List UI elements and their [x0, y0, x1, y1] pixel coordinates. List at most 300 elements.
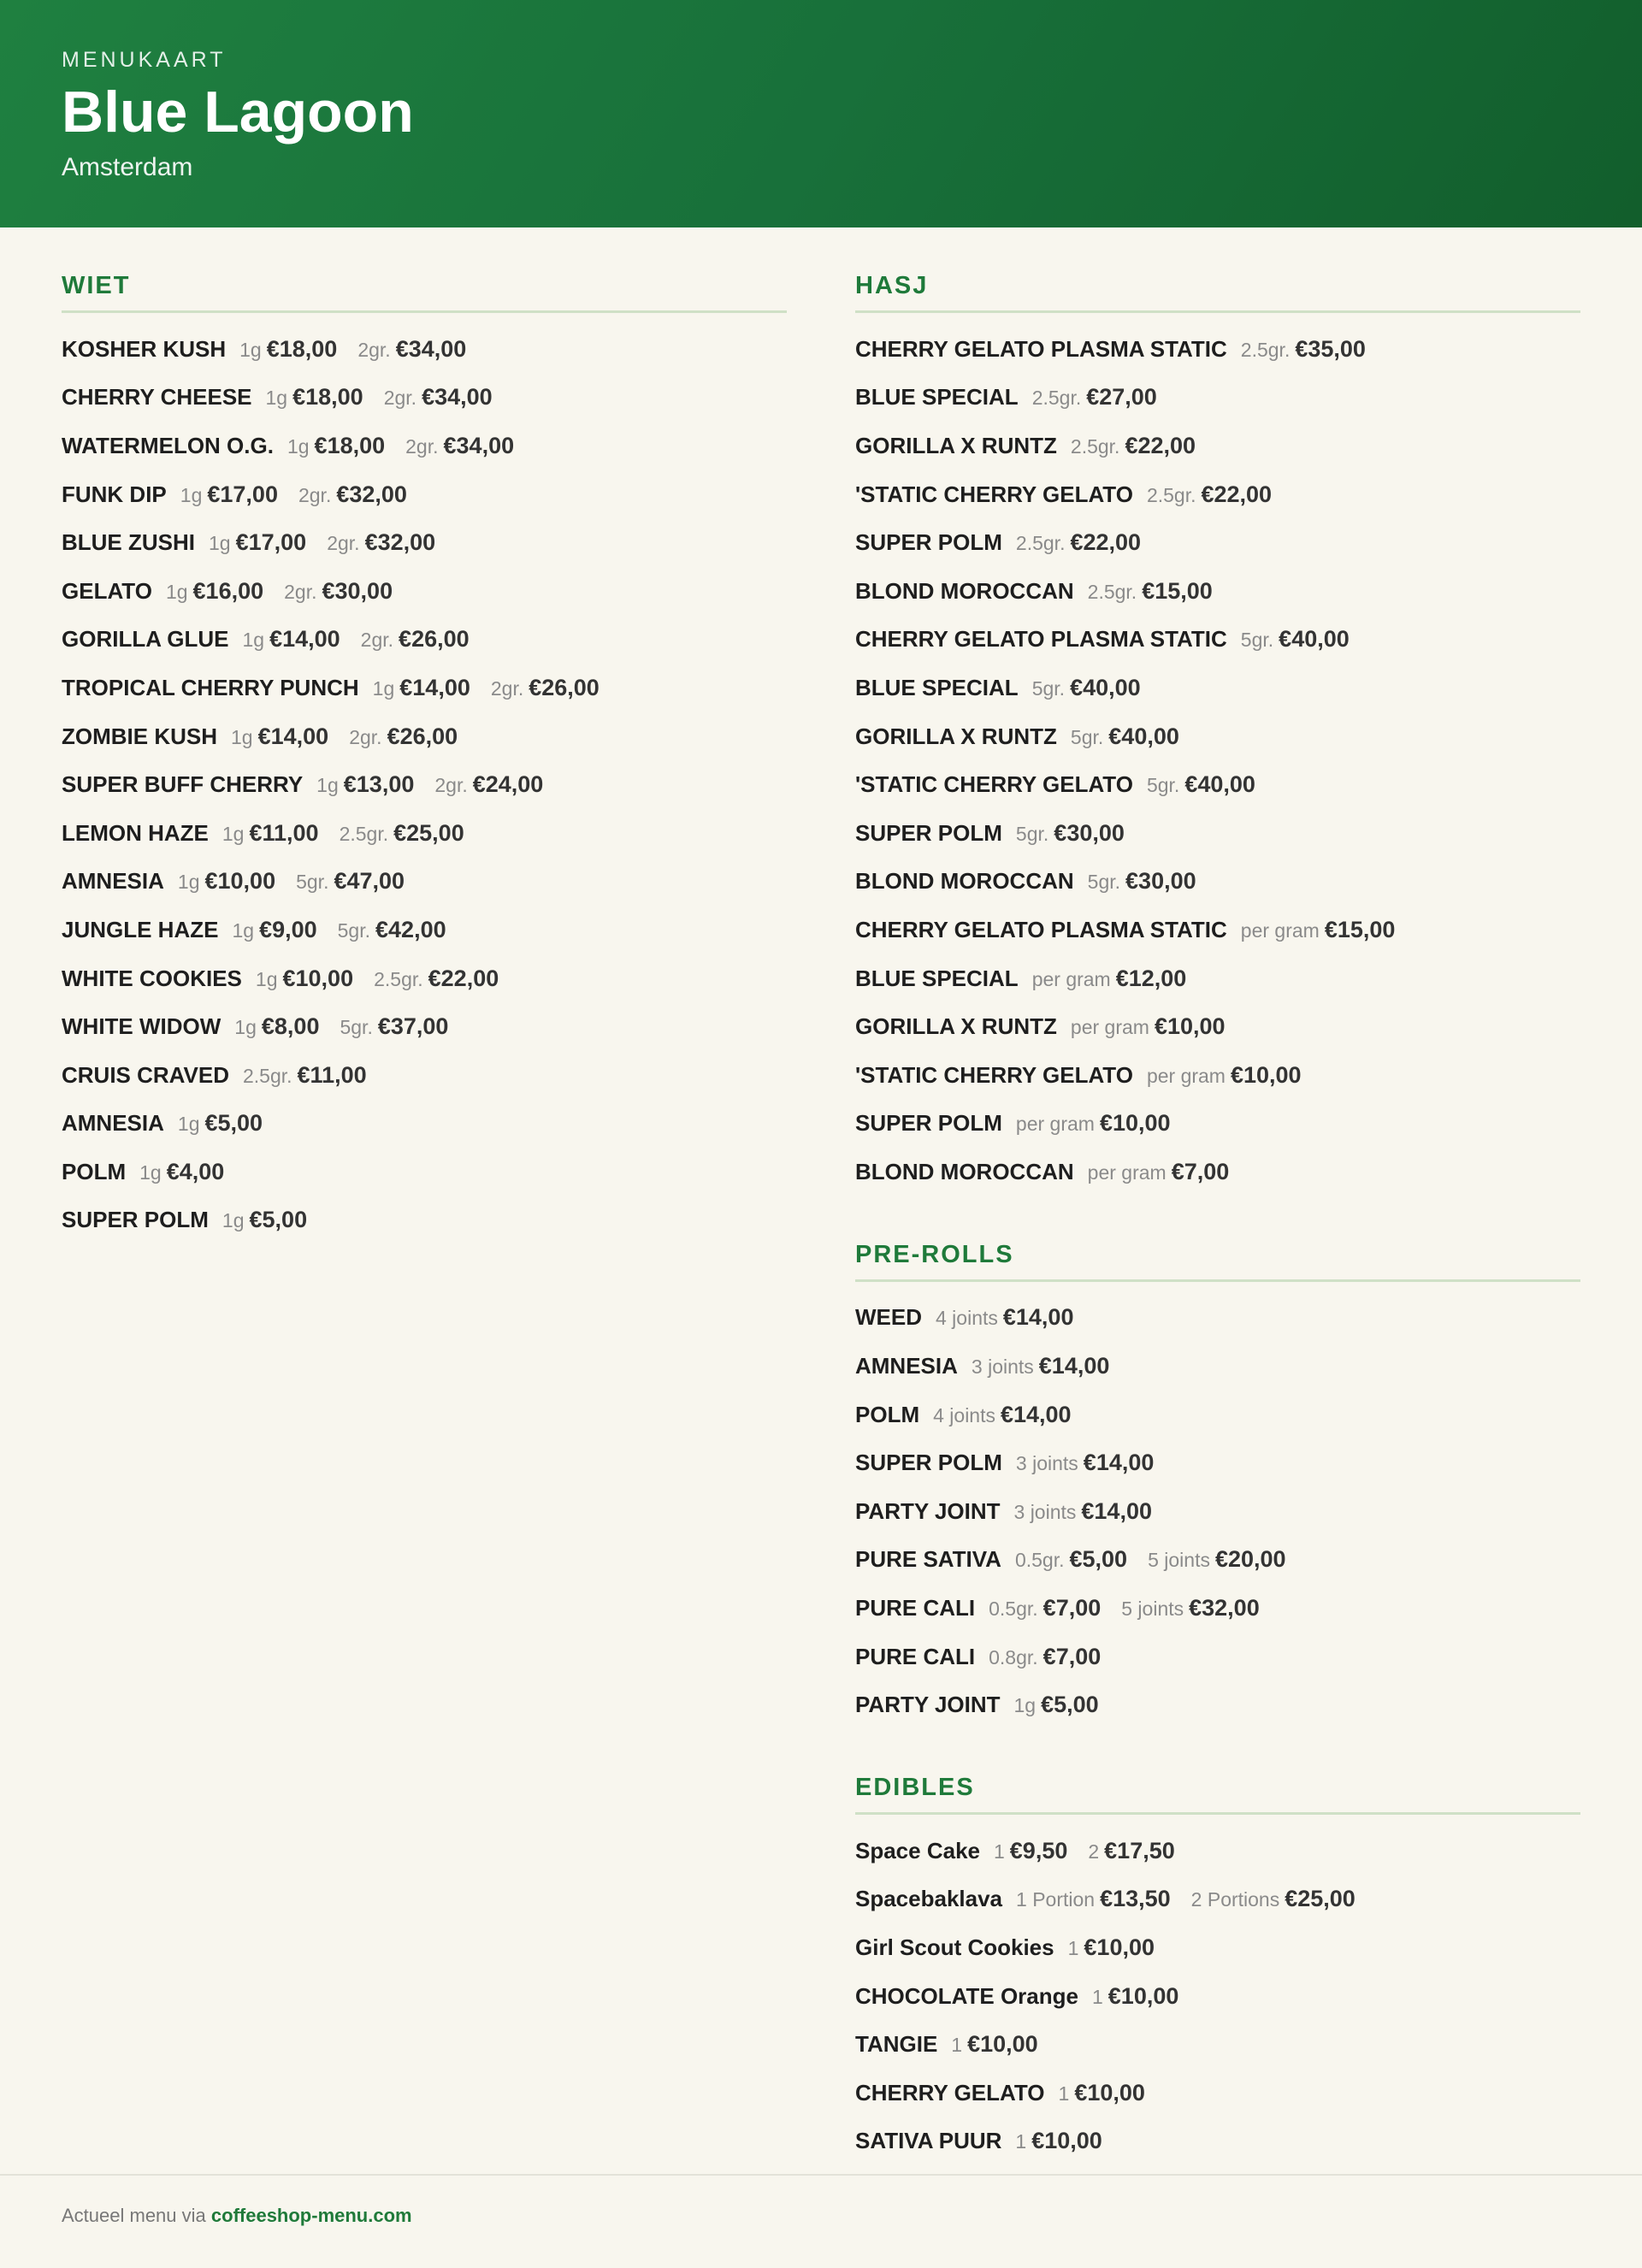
item-quantity: 2gr.	[490, 676, 524, 700]
menu-item	[855, 1342, 1580, 1391]
item-name: 'STATIC CHERRY GELATO	[855, 1061, 1133, 1088]
section-title: PRE-ROLLS	[855, 1241, 1580, 1282]
item-quantity: 5gr.	[340, 1016, 373, 1039]
item-name: WEED	[855, 1304, 922, 1331]
price-option	[327, 529, 435, 556]
item-price: €35,00	[1295, 335, 1366, 362]
price-option	[1015, 1546, 1127, 1573]
item-price: €17,00	[207, 481, 278, 507]
price-option	[209, 529, 306, 556]
right-column	[855, 272, 1580, 2165]
item-quantity: 1g	[239, 338, 262, 361]
item-price: €10,00	[1099, 1110, 1171, 1137]
menu-item	[62, 664, 787, 712]
price-option	[296, 868, 405, 895]
item-price: €24,00	[472, 771, 544, 798]
item-quantity: 1g	[372, 676, 395, 700]
item-quantity: 1	[1091, 1985, 1103, 2008]
item-name: PARTY JOINT	[855, 1497, 1001, 1524]
item-price: €18,00	[266, 335, 338, 362]
item-price: €14,00	[1083, 1450, 1155, 1476]
price-option	[266, 384, 363, 410]
item-price: €11,00	[249, 819, 319, 846]
item-price: €7,00	[1171, 1158, 1230, 1184]
price-option	[340, 820, 464, 847]
section-title: EDIBLES	[855, 1774, 1580, 1815]
item-name: LEMON HAZE	[62, 819, 209, 846]
price-option	[374, 966, 499, 992]
item-price: €22,00	[1125, 432, 1196, 458]
item-price: €14,00	[1002, 1304, 1074, 1331]
price-option	[1032, 675, 1141, 701]
price-option	[231, 724, 328, 750]
price-option	[373, 675, 470, 701]
item-quantity: 1g	[231, 725, 253, 748]
item-quantity: 1g	[221, 1209, 245, 1232]
price-option	[384, 384, 493, 410]
item-name: SUPER POLM	[855, 529, 1002, 556]
item-price: €27,00	[1086, 384, 1157, 410]
item-quantity: 0.8gr.	[989, 1645, 1038, 1669]
item-price: €40,00	[1070, 674, 1141, 700]
footer-text: Actueel menu via	[62, 2205, 206, 2226]
price-option	[1088, 578, 1213, 605]
menu-item	[855, 1487, 1580, 1536]
item-quantity: 1g	[1013, 1694, 1037, 1717]
price-option	[316, 771, 414, 798]
item-quantity: 2.5gr.	[242, 1064, 292, 1087]
item-name: AMNESIA	[62, 868, 164, 895]
price-option	[1147, 771, 1255, 798]
price-option	[1068, 1934, 1155, 1961]
section-wiet	[62, 272, 787, 1244]
menu-item	[855, 1294, 1580, 1343]
item-price: €9,50	[1009, 1837, 1068, 1863]
item-quantity: 2gr.	[357, 338, 391, 361]
menu-item	[855, 422, 1580, 470]
item-quantity: 1	[951, 2034, 963, 2057]
item-quantity: per gram	[1146, 1064, 1226, 1087]
price-option	[434, 771, 543, 798]
item-price: €13,50	[1100, 1886, 1171, 1912]
menu-item	[855, 374, 1580, 422]
item-quantity: 2 Portions	[1190, 1888, 1280, 1911]
menu-item	[855, 858, 1580, 907]
shop-title: Blue Lagoon	[62, 80, 414, 145]
section-title: HASJ	[855, 272, 1580, 313]
item-quantity: 2.5gr.	[1146, 483, 1196, 506]
item-price: €10,00	[1031, 2128, 1102, 2154]
item-price: €22,00	[1070, 529, 1142, 556]
menu-item	[855, 567, 1580, 616]
item-price: €25,00	[1285, 1886, 1356, 1912]
item-price: €5,00	[249, 1207, 308, 1233]
item-quantity: 3 joints	[1013, 1500, 1077, 1523]
menu-item	[855, 2117, 1580, 2166]
item-quantity: 2	[1088, 1840, 1100, 1863]
menu-footer	[0, 2174, 1642, 2268]
item-quantity: 1	[1067, 1937, 1079, 1960]
menu-item	[855, 1827, 1580, 1875]
item-quantity: 1g	[265, 387, 288, 410]
item-price: €5,00	[204, 1110, 263, 1137]
menu-item	[855, 1972, 1580, 2021]
item-quantity: 5gr.	[296, 871, 329, 894]
item-quantity: 5gr.	[1031, 676, 1066, 700]
item-quantity: per gram	[1240, 918, 1320, 942]
price-option	[180, 481, 278, 508]
item-price: €9,00	[259, 916, 317, 942]
price-option	[1016, 1110, 1171, 1137]
price-option	[239, 336, 337, 363]
price-option	[933, 1402, 1071, 1428]
menu-item	[855, 1584, 1580, 1633]
item-price: €26,00	[399, 626, 470, 653]
item-quantity: 5gr.	[1070, 725, 1104, 748]
price-option	[1148, 1546, 1285, 1573]
item-quantity: 5 joints	[1121, 1598, 1184, 1621]
item-name: GORILLA X RUNTZ	[855, 432, 1057, 458]
item-price: €17,00	[235, 529, 307, 556]
item-quantity: 1g	[177, 871, 200, 894]
menu-item	[855, 616, 1580, 664]
item-quantity: 2.5gr.	[1031, 387, 1082, 410]
item-quantity: 5gr.	[1146, 774, 1180, 797]
item-quantity: 2gr.	[298, 483, 332, 506]
shop-city: Amsterdam	[62, 153, 193, 181]
item-quantity: 2.5gr.	[374, 967, 423, 990]
item-quantity: 5gr.	[1240, 629, 1274, 652]
item-name: CHOCOLATE Orange	[855, 1982, 1078, 2009]
menu-item	[62, 906, 787, 954]
price-option	[243, 1062, 367, 1089]
item-name: AMNESIA	[62, 1110, 164, 1137]
item-quantity: 2.5gr.	[1015, 532, 1066, 555]
menu-item	[62, 374, 787, 422]
item-price: €10,00	[1084, 1934, 1155, 1961]
item-quantity: 4 joints	[933, 1403, 995, 1426]
menu-item	[855, 1051, 1580, 1100]
item-name: ZOMBIE KUSH	[62, 723, 217, 749]
price-option	[405, 433, 514, 459]
menu-item	[62, 858, 787, 907]
item-price: €14,00	[269, 626, 340, 653]
price-option	[222, 1207, 307, 1233]
item-name: GORILLA GLUE	[62, 626, 229, 653]
menu-item	[62, 712, 787, 761]
item-price: €10,00	[1074, 2079, 1145, 2106]
item-quantity: 3 joints	[1015, 1452, 1078, 1475]
left-column	[62, 272, 787, 1244]
item-price: €5,00	[1069, 1546, 1128, 1573]
menu-item	[855, 325, 1580, 374]
menu-item	[855, 1100, 1580, 1149]
item-quantity: 2gr.	[284, 580, 317, 603]
item-price: €32,00	[1189, 1595, 1260, 1621]
item-price: €14,00	[1081, 1497, 1152, 1524]
menu-item	[62, 422, 787, 470]
item-quantity: 2gr.	[405, 434, 439, 458]
item-name: PURE CALI	[855, 1643, 976, 1669]
item-quantity: 1g	[165, 580, 188, 603]
menu-item	[62, 1100, 787, 1149]
item-price: €14,00	[399, 674, 470, 700]
item-quantity: 2gr.	[434, 774, 468, 797]
price-option	[357, 336, 466, 363]
item-name: SUPER POLM	[855, 819, 1002, 846]
item-name: BLUE SPECIAL	[855, 965, 1019, 991]
price-option	[1015, 2128, 1102, 2154]
item-name: Space Cake	[855, 1837, 980, 1863]
price-option	[1241, 917, 1396, 943]
item-name: BLOND MOROCCAN	[855, 1158, 1074, 1184]
section-pre-rolls	[855, 1241, 1580, 1729]
item-price: €10,00	[282, 965, 354, 991]
item-price: €8,00	[261, 1013, 320, 1040]
price-option	[989, 1595, 1101, 1621]
item-price: €26,00	[529, 674, 600, 700]
item-price: €30,00	[1054, 819, 1125, 846]
item-name: BLUE ZUSHI	[62, 529, 195, 556]
section-hasj	[855, 272, 1580, 1196]
item-price: €42,00	[375, 916, 446, 942]
price-option	[340, 1013, 448, 1040]
price-option	[1088, 1838, 1174, 1864]
price-option	[936, 1304, 1073, 1331]
item-price: €25,00	[393, 819, 464, 846]
section-edibles	[855, 1774, 1580, 2165]
item-price: €30,00	[322, 577, 393, 604]
item-name: Girl Scout Cookies	[855, 1934, 1054, 1961]
price-option	[361, 626, 470, 653]
item-price: €12,00	[1115, 965, 1187, 991]
menu-item	[62, 760, 787, 809]
item-quantity: 1	[993, 1840, 1005, 1863]
item-name: WHITE COOKIES	[62, 965, 242, 991]
item-price: €47,00	[334, 868, 405, 895]
menu-item	[855, 1875, 1580, 1924]
menu-item	[855, 1633, 1580, 1681]
menu-item	[62, 1051, 787, 1100]
item-price: €22,00	[428, 965, 499, 991]
item-name: Spacebaklava	[855, 1886, 1003, 1912]
menu-item	[855, 906, 1580, 954]
price-option	[1016, 820, 1125, 847]
item-quantity: 1g	[209, 532, 231, 555]
item-quantity: 0.5gr.	[1014, 1549, 1065, 1572]
item-name: GORILLA X RUNTZ	[855, 1013, 1057, 1040]
item-name: POLM	[62, 1158, 127, 1184]
item-price: €15,00	[1142, 577, 1213, 604]
menu-item	[855, 809, 1580, 858]
footer-link[interactable]: coffeeshop-menu.com	[210, 2205, 412, 2226]
item-name: 'STATIC CHERRY GELATO	[855, 481, 1133, 507]
item-price: €11,00	[297, 1061, 367, 1088]
price-option	[1147, 481, 1272, 508]
item-quantity: 1g	[286, 434, 310, 458]
price-option	[178, 868, 275, 895]
item-name: BLUE SPECIAL	[855, 384, 1019, 410]
menu-item	[62, 325, 787, 374]
price-option	[232, 917, 316, 943]
menu-item	[62, 518, 787, 567]
item-name: FUNK DIP	[62, 481, 167, 507]
item-name: PURE CALI	[855, 1595, 976, 1621]
price-option	[1016, 1450, 1154, 1476]
menu-item	[855, 470, 1580, 519]
item-price: €14,00	[1038, 1353, 1110, 1379]
item-quantity: 2gr.	[360, 629, 394, 652]
menu-item	[62, 1002, 787, 1051]
item-name: CHERRY CHEESE	[62, 384, 252, 410]
price-option	[989, 1644, 1101, 1670]
item-quantity: per gram	[1015, 1113, 1095, 1136]
item-quantity: 4 joints	[936, 1307, 998, 1330]
menu-item	[62, 954, 787, 1003]
item-name: POLM	[855, 1401, 920, 1427]
item-price: €18,00	[314, 432, 386, 458]
price-option	[338, 917, 446, 943]
item-name: TANGIE	[855, 2031, 938, 2058]
item-price: €17,50	[1104, 1837, 1175, 1863]
item-quantity: per gram	[1087, 1161, 1167, 1184]
price-option	[1032, 384, 1157, 410]
item-price: €13,00	[343, 771, 415, 798]
price-option	[972, 1353, 1109, 1379]
price-option	[1088, 868, 1196, 895]
item-quantity: 1g	[234, 1016, 257, 1039]
price-option	[349, 724, 458, 750]
item-price: €30,00	[1125, 868, 1196, 895]
item-quantity: 5gr.	[337, 918, 371, 942]
price-option	[994, 1838, 1067, 1864]
item-quantity: 1	[1058, 2082, 1070, 2105]
item-quantity: per gram	[1031, 967, 1111, 990]
item-quantity: 1g	[232, 918, 255, 942]
item-quantity: 2.5gr.	[339, 822, 389, 845]
price-option	[1241, 336, 1366, 363]
item-name: GORILLA X RUNTZ	[855, 723, 1057, 749]
price-option	[284, 578, 393, 605]
item-quantity: 2gr.	[349, 725, 382, 748]
item-quantity: 1g	[255, 967, 278, 990]
item-name: GELATO	[62, 577, 152, 604]
item-price: €10,00	[967, 2031, 1038, 2058]
menu-item	[855, 518, 1580, 567]
price-option	[1014, 1692, 1099, 1718]
item-quantity: 1g	[316, 774, 339, 797]
item-price: €34,00	[443, 432, 515, 458]
item-quantity: 1g	[221, 822, 245, 845]
price-option	[1071, 433, 1196, 459]
menu-item	[855, 1536, 1580, 1585]
item-quantity: 2.5gr.	[1070, 434, 1120, 458]
price-option	[491, 675, 600, 701]
price-option	[1016, 1886, 1171, 1912]
item-price: €10,00	[1154, 1013, 1226, 1040]
menu-item	[855, 2020, 1580, 2069]
item-price: €34,00	[422, 384, 493, 410]
menu-item	[62, 1196, 787, 1245]
item-name: TROPICAL CHERRY PUNCH	[62, 674, 359, 700]
price-option	[1121, 1595, 1259, 1621]
item-name: SATIVA PUUR	[855, 2128, 1002, 2154]
menu-item	[62, 616, 787, 664]
item-quantity: 1g	[180, 483, 203, 506]
item-quantity: 3 joints	[971, 1355, 1034, 1379]
price-option	[1241, 626, 1350, 653]
item-price: €18,00	[292, 384, 363, 410]
item-quantity: 5gr.	[1015, 822, 1049, 845]
item-name: SUPER POLM	[62, 1207, 209, 1233]
item-quantity: 2.5gr.	[1087, 580, 1137, 603]
price-option	[178, 1110, 263, 1137]
item-quantity: 2.5gr.	[1240, 338, 1291, 361]
item-price: €40,00	[1108, 723, 1179, 749]
menu-item	[855, 1438, 1580, 1487]
menu-item	[855, 1391, 1580, 1439]
item-price: €4,00	[166, 1158, 225, 1184]
menu-item	[855, 664, 1580, 712]
item-name: BLOND MOROCCAN	[855, 868, 1074, 895]
item-price: €32,00	[336, 481, 407, 507]
item-quantity: 5gr.	[1087, 871, 1121, 894]
price-option	[256, 966, 353, 992]
item-name: CHERRY GELATO PLASMA STATIC	[855, 916, 1227, 942]
price-option	[222, 820, 319, 847]
item-price: €7,00	[1042, 1595, 1102, 1621]
item-quantity: 1g	[242, 629, 265, 652]
item-name: BLOND MOROCCAN	[855, 577, 1074, 604]
price-option	[298, 481, 407, 508]
menu-header	[0, 0, 1642, 227]
item-price: €37,00	[377, 1013, 449, 1040]
item-price: €10,00	[1230, 1061, 1302, 1088]
menu-item	[855, 2069, 1580, 2117]
item-name: BLUE SPECIAL	[855, 674, 1019, 700]
item-quantity: 1g	[139, 1161, 162, 1184]
item-name: AMNESIA	[855, 1353, 958, 1379]
price-option	[1071, 1013, 1226, 1040]
item-quantity: 0.5gr.	[989, 1598, 1038, 1621]
item-price: €20,00	[1214, 1546, 1286, 1573]
menu-item	[855, 954, 1580, 1003]
menu-item	[62, 470, 787, 519]
item-name: SUPER POLM	[855, 1110, 1002, 1137]
item-name: PARTY JOINT	[855, 1692, 1001, 1718]
section-title: WIET	[62, 272, 787, 313]
item-name: PURE SATIVA	[855, 1546, 1001, 1573]
price-option	[166, 578, 263, 605]
menu-item	[855, 1680, 1580, 1729]
item-price: €40,00	[1184, 771, 1255, 798]
item-name: CHERRY GELATO	[855, 2079, 1045, 2106]
item-name: CRUIS CRAVED	[62, 1061, 229, 1088]
item-price: €15,00	[1324, 916, 1396, 942]
price-option	[1059, 2080, 1145, 2106]
menu-item	[855, 712, 1580, 761]
item-name: WHITE WIDOW	[62, 1013, 221, 1040]
item-name: CHERRY GELATO PLASMA STATIC	[855, 335, 1227, 362]
item-price: €14,00	[1000, 1401, 1072, 1427]
menu-item	[62, 809, 787, 858]
price-option	[234, 1013, 319, 1040]
item-quantity: 1 Portion	[1016, 1888, 1096, 1911]
item-name: WATERMELON O.G.	[62, 432, 274, 458]
item-price: €14,00	[257, 723, 329, 749]
item-quantity: 1	[1015, 2130, 1027, 2153]
menu-item	[62, 1148, 787, 1196]
